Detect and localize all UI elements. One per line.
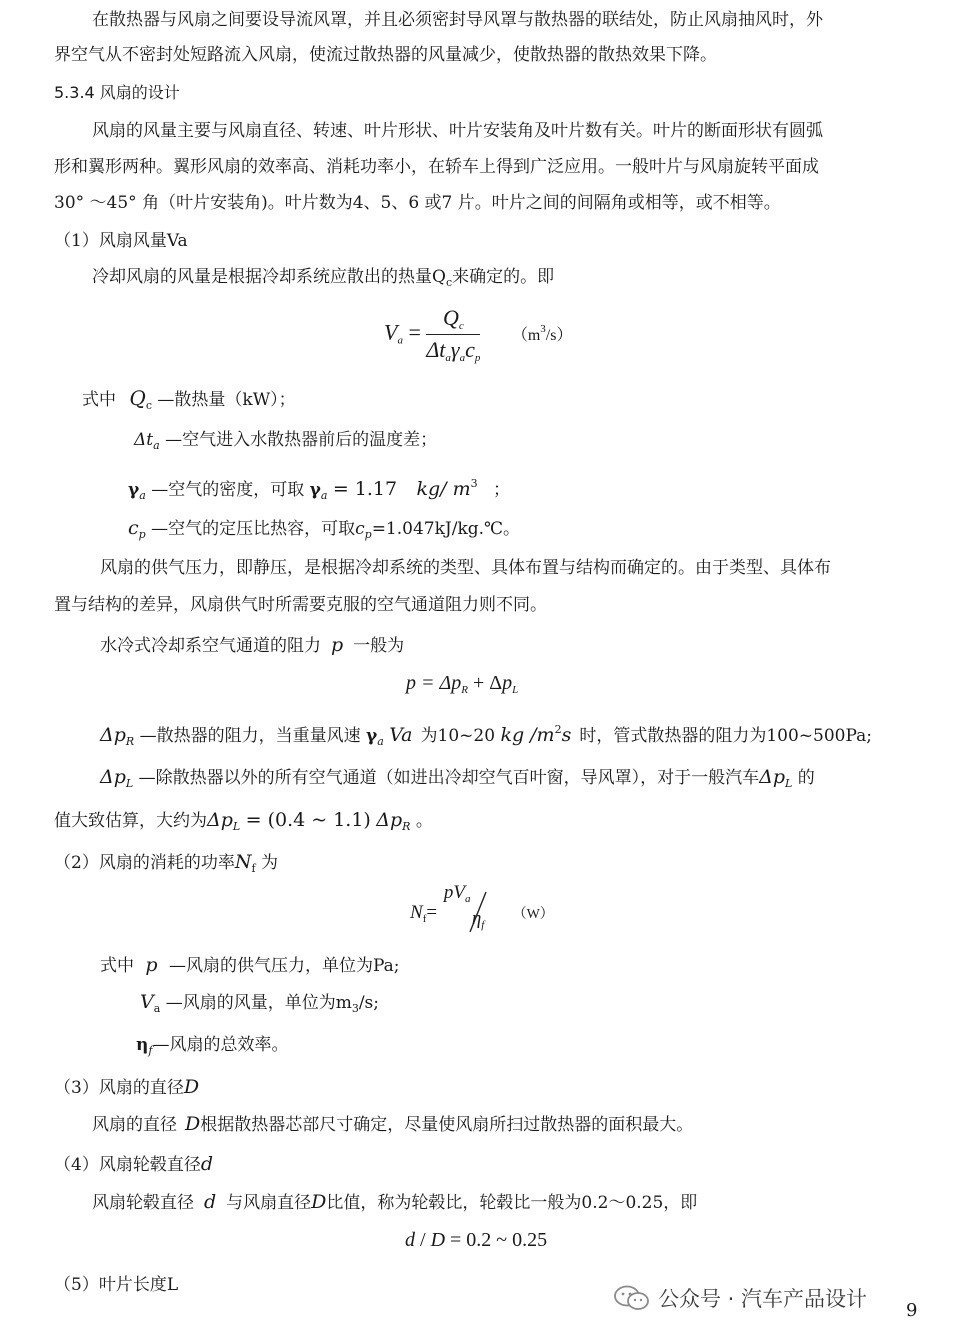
text-line: 风扇的风量主要与风扇直径、转速、叶片形状、叶片安装角及叶片数有关。叶片的断面形状有圆弧: [92, 121, 823, 141]
definition-line: $\Delta p_L$ —除散热器以外的所有空气通道（如进出冷却空气百叶窗，导风罩），对于一般汽车$\Delta p_L$ 的: [100, 766, 815, 790]
text-line: 冷却风扇的风量是根据冷却系统应散出的热量$Q_c$来确定的。即: [92, 267, 555, 289]
equation-fan-airflow: $V_a$ = $\frac{Q_c}{\Delta t_a\gamma_ac_p}$ $(m^3/s)$: [384, 305, 573, 364]
equation-fan-power: $N_f=$ $pV_a$ $\eta_f$ （W）: [410, 890, 554, 934]
text-line: 界空气从不密封处短路流入风扇，使流过散热器的风量减少，使散热器的散热效果下降。: [54, 45, 717, 65]
text-line: 形和翼形两种。翼形风扇的效率高、消耗功率小，在轿车上得到广泛应用。一般叶片与风扇旋转平面成: [54, 157, 819, 177]
definition-line: $\Delta t_a$ —空气进入水散热器前后的温度差；: [134, 430, 438, 452]
page-number: 9: [906, 1300, 918, 1321]
text-line: 风扇的直径 D根据散热器芯部尺寸确定，尽量使风扇所扫过散热器的面积最大。: [92, 1113, 694, 1135]
text-line: 值大致估算，大约为$\Delta p_L = (0.4$ ~ 1.1) $\Delta p_R$ 。: [54, 809, 433, 833]
definition-line: $c_p$ —空气的定压比热容，可取$c_p=1.047kJ/kg.℃$。: [128, 517, 521, 541]
subsection-title: （2）风扇的消耗的功率$N_f$ 为: [54, 851, 278, 875]
definition-line: 式中 p —风扇的供气压力，单位为Pa;: [100, 954, 400, 976]
text-line: 风扇轮毂直径 d 与风扇直径D比值，称为轮毂比，轮毂比一般为0.2～0.25，即: [92, 1191, 698, 1213]
text-line: 风扇的供气压力，即静压，是根据冷却系统的类型、具体布置与结构而确定的。由于类型、具体布: [100, 558, 831, 578]
subsection-title: （3）风扇的直径D: [54, 1076, 200, 1098]
wechat-logo-icon: [614, 1285, 650, 1311]
text-line: 在散热器与风扇之间要设导流风罩，并且必须密封导风罩与散热器的联结处，防止风扇抽风时，外: [92, 10, 823, 30]
definition-line: $\eta_f—$风扇的总效率。: [136, 1035, 289, 1057]
equation-hub-ratio: d / D = 0.2 ~ 0.25: [405, 1229, 548, 1251]
definition-line: $\gamma_a$ —空气的密度，可取 $\gamma_a = 1.17$ kg/ $m^3$ ；: [128, 477, 511, 502]
text-line: 置与结构的差异，风扇供气时所需要克服的空气通道阻力则不同。: [54, 595, 547, 615]
definition-line: $V_a$ —风扇的风量，单位为$m_3/s$;: [140, 991, 380, 1015]
section-heading: 5.3.4 风扇的设计: [54, 83, 180, 102]
equation-resistance: $p = \Delta p_R + \Delta p_L$: [406, 672, 519, 696]
definition-line: $\Delta p_R$ —散热器的阻力，当重量风速 $\gamma_a$ Va 为10~20 kg $/m^2s$ 时，管式散热器的阻力为100~500Pa;: [100, 723, 873, 748]
watermark-text: 公众号 · 汽车产品设计: [658, 1287, 868, 1311]
subsection-title: （1）风扇风量Va: [54, 231, 188, 251]
definition-line: 式中 $Q_c$ —散热量（kW）；: [82, 386, 296, 412]
text-line: 30° ～45° 角（叶片安装角)。叶片数为4、5、6 或7 片。叶片之间的间隔角或相等，或不相等。: [54, 193, 781, 213]
text-line: 水冷式冷却系空气通道的阻力 p 一般为: [100, 634, 405, 656]
subsection-title: （5）叶片长度L: [54, 1275, 179, 1295]
subsection-title: （4）风扇轮毂直径d: [54, 1153, 213, 1175]
